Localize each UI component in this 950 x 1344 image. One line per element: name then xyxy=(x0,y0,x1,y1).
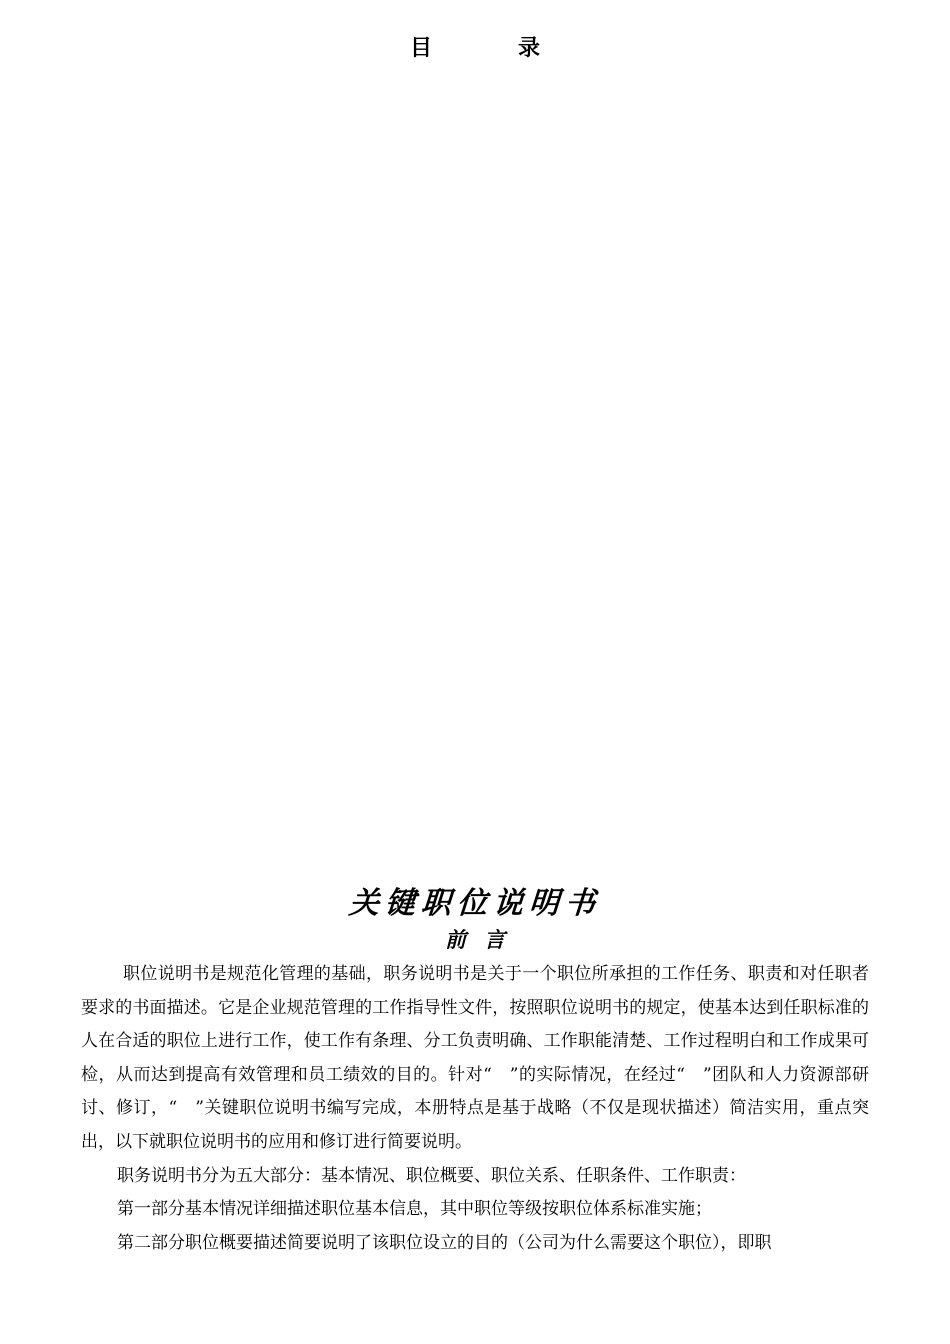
preface-title: 前言 xyxy=(445,927,523,952)
document-title: 关键职位说明书 xyxy=(347,886,603,921)
preface-body xyxy=(81,958,869,1260)
paragraph-part-two: 第二部分职位概要描述简要说明了该职位设立的目的（公司为什么需要这个职位），即职 xyxy=(117,1232,772,1253)
paragraph-structure: 职务说明书分为五大部分：基本情况、职位概要、职位关系、任职条件、工作职责： xyxy=(117,1165,746,1186)
toc-title: 目录 xyxy=(409,36,626,61)
paragraph-intro: 职位说明书是规范化管理的基础，职务说明书是关于一个职位所承担的工作任务、职责和对任职者要求的书面描述。它是企业规范管理的工作指导性文件，按照职位说明书的规定，使基本达到任职标准的人在合适的职位上进行工作，使工作有条理、分工负责明确、工作职能清楚、工作过程明白和工作成果可检，从而达到提高有效管理和员工绩效的目的。针对“ ”的实际情况，在经过“ ”团队和人力资源部研讨、修订，“ ”关键职位说明书编写完成，本册特点是基于战略（不仅是现状描述）简洁实用，重点突出，以下就职位说明书的应用和修订进行简要说明。 xyxy=(81,964,869,1152)
paragraph-part-one: 第一部分基本情况详细描述职位基本信息，其中职位等级按职位体系标准实施； xyxy=(117,1199,712,1220)
